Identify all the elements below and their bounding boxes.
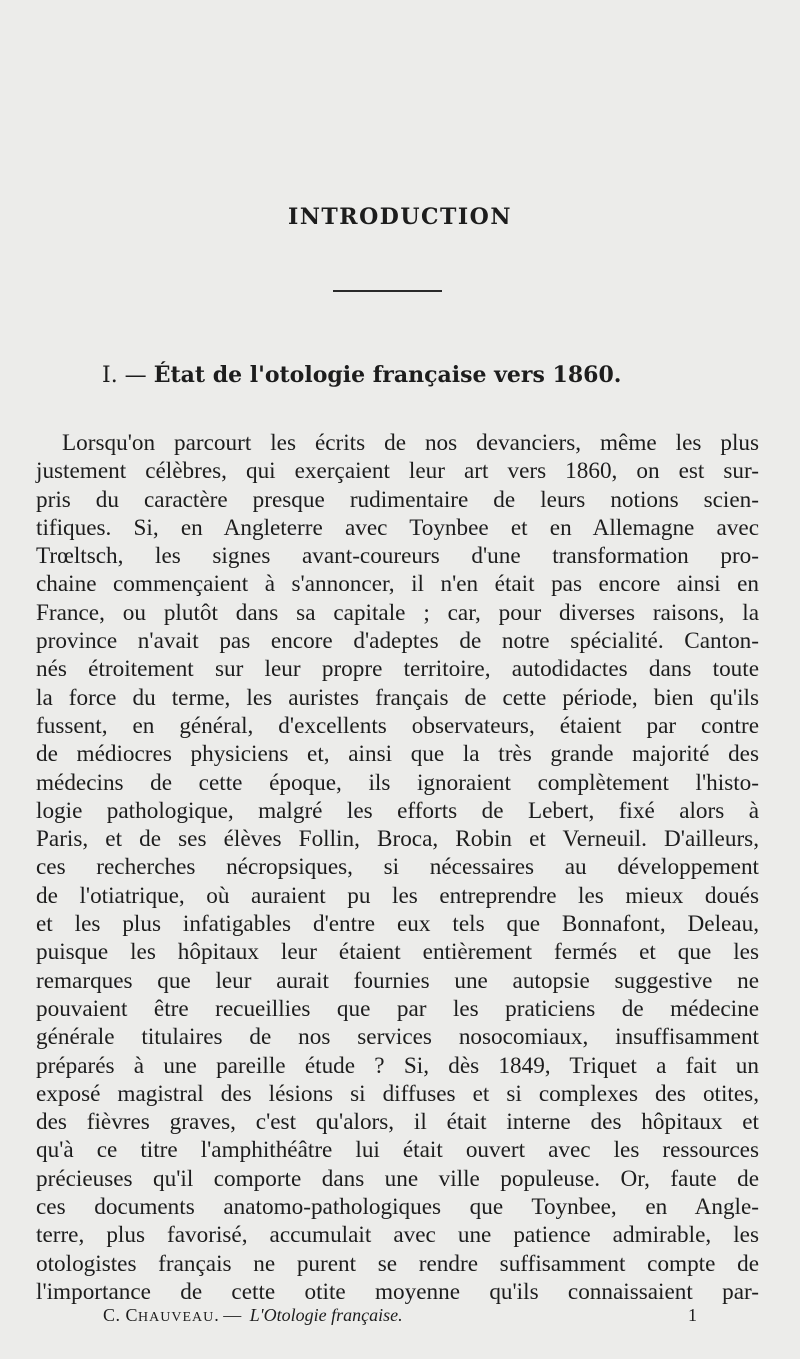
text-line: de l'otiatrique, où auraient pu les entreprendre les mieux doués [36, 882, 759, 909]
text-line: précieuses qu'il comporte dans une ville populeuse. Or, faute de [36, 1165, 759, 1192]
text-line: justement célèbres, qui exerçaient leur art vers 1860, on est sur- [36, 458, 759, 485]
text-line: préparés à une pareille étude ? Si, dès 1849, Triquet a fait un [36, 1052, 759, 1079]
footer-book-title: L'Otologie française. [249, 1305, 403, 1325]
text-line: otologistes français ne purent se rendre suffisamment compte de [36, 1250, 759, 1277]
text-line: l'importance de cette otite moyenne qu'ils connaissaient par- [36, 1278, 759, 1305]
text-line: remarques que leur aurait fournies une autopsie suggestive ne [36, 967, 759, 994]
text-line: des fièvres graves, c'est qu'alors, il était interne des hôpitaux et [36, 1109, 759, 1136]
text-line: médecins de cette époque, ils ignoraient complètement l'histo- [36, 769, 759, 796]
text-line: et les plus infatigables d'entre eux tels que Bonnafont, Deleau, [36, 911, 759, 938]
body-paragraph [36, 429, 759, 1306]
text-line: logie pathologique, malgré les efforts de Lebert, fixé alors à [36, 797, 759, 824]
text-line: puisque les hôpitaux leur étaient entièrement fermés et que les [36, 939, 759, 966]
text-line: Lorsqu'on parcourt les écrits de nos devanciers, même les plus [62, 430, 759, 456]
text-line: exposé magistral des lésions si diffuses et si complexes des otites, [36, 1080, 759, 1107]
section-title: État de l'otologie française vers 1860. [153, 362, 622, 388]
page-number: 1 [688, 1305, 697, 1325]
text-line: fussent, en général, d'excellents observateurs, étaient par contre [36, 712, 759, 739]
text-line: tifiques. Si, en Angleterre avec Toynbee et en Allemagne avec [36, 514, 759, 541]
section-number: I. — [102, 363, 147, 388]
text-line: pouvaient être recueillies que par les praticiens de médecine [36, 995, 759, 1022]
footer-author: C. CHAUVEAU [103, 1305, 215, 1325]
section-heading [102, 362, 722, 388]
text-line: ces recherches nécropsiques, si nécessaires au développement [36, 854, 759, 881]
title-rule [333, 290, 442, 292]
running-footer [103, 1305, 703, 1326]
text-line: province n'avait pas encore d'adeptes de notre spécialité. Canton- [36, 628, 759, 655]
text-line: chaine commençaient à s'annoncer, il n'en était pas encore ainsi en [36, 571, 759, 598]
text-line: Paris, et de ses élèves Follin, Broca, Robin et Verneuil. D'ailleurs, [36, 826, 759, 853]
text-line: Trœltsch, les signes avant-coureurs d'une transformation pro- [36, 543, 759, 570]
text-line: France, ou plutôt dans sa capitale ; car, pour diverses raisons, la [36, 599, 759, 626]
text-line: nés étroitement sur leur propre territoire, autodidactes dans toute [36, 656, 759, 683]
text-line: la force du terme, les auristes français de cette période, bien qu'ils [36, 684, 759, 711]
text-line: qu'à ce titre l'amphithéâtre lui était ouvert avec les ressources [36, 1137, 759, 1164]
text-line: terre, plus favorisé, accumulait avec une patience admirable, les [36, 1222, 759, 1249]
text-line: de médiocres physiciens et, ainsi que la très grande majorité des [36, 741, 759, 768]
chapter-title: INTRODUCTION [288, 204, 512, 230]
text-line: générale titulaires de nos services nosocomiaux, insuffisamment [36, 1024, 759, 1051]
footer-separator: . — [214, 1305, 242, 1325]
text-line: ces documents anatomo-pathologiques que Toynbee, en Angle- [36, 1194, 759, 1221]
text-line: pris du caractère presque rudimentaire de leurs notions scien- [36, 486, 759, 513]
